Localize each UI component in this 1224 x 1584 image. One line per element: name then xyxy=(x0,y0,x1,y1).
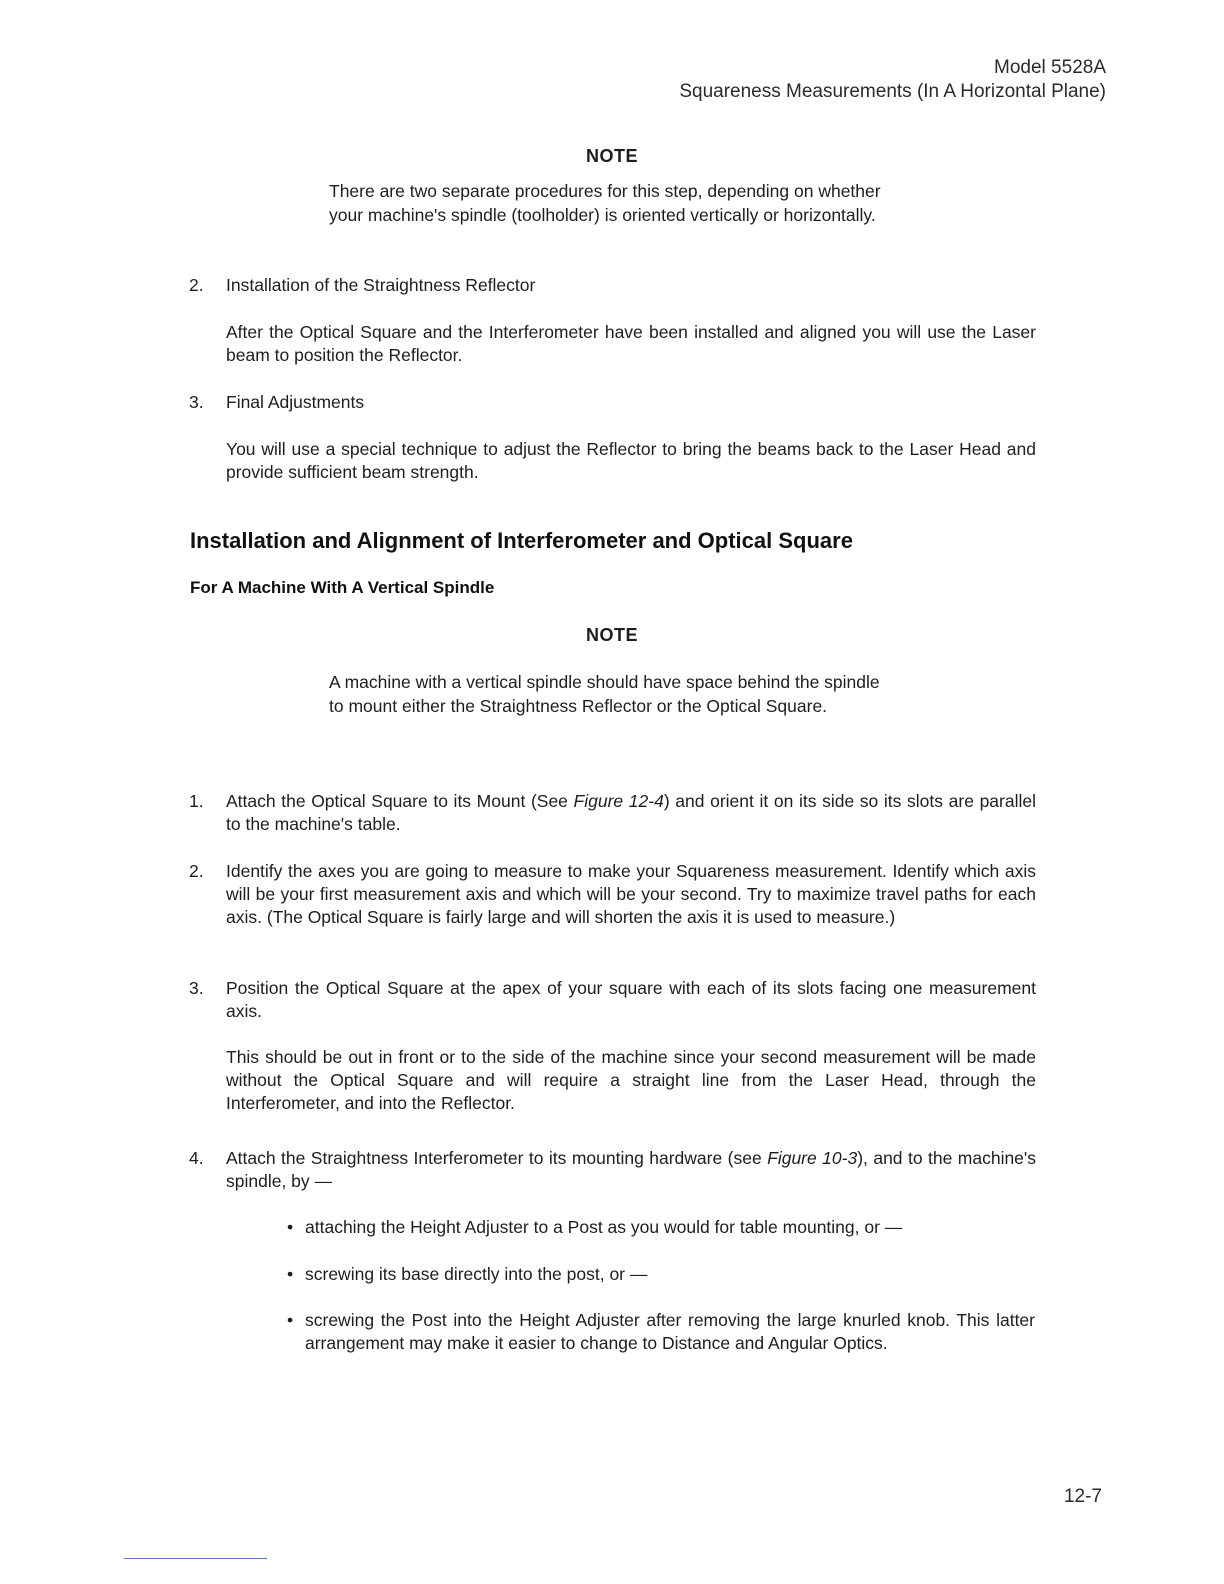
figure-reference: Figure 12-4 xyxy=(573,791,664,811)
step-number: 3. xyxy=(189,392,204,412)
bullet-icon: • xyxy=(287,1217,294,1237)
note-text: There are two separate procedures for this step, depending on whether your machine's spindle (toolholder) is oriented vertically or horizontally. xyxy=(329,181,881,225)
bullet-icon: • xyxy=(287,1264,294,1284)
step-text: You will use a special technique to adjust the Reflector to bring the beams back to the Laser Head and provide sufficient beam strength. xyxy=(226,439,1036,482)
step-text: Position the Optical Square at the apex of your square with each of its slots facing one measurement axis. xyxy=(226,978,1036,1021)
header-section-title: Squareness Measurements (In A Horizontal Plane) xyxy=(679,81,1106,102)
bullet-item: screwing the Post into the Height Adjuster after removing the large knurled knob. This latter arrangement may make it easier to change to Distance and Angular Optics. xyxy=(305,1310,1035,1353)
footer-rule xyxy=(124,1558,267,1559)
note-title: NOTE xyxy=(585,625,638,645)
note-text: A machine with a vertical spindle should have space behind the spindle to mount either the Straightness Reflector or the Optical Square. xyxy=(329,672,880,716)
bullet-item: screwing its base directly into the post, or — xyxy=(305,1264,648,1284)
page-number: 12-7 xyxy=(1063,1486,1102,1507)
step-number: 2. xyxy=(189,861,204,881)
step-text: Identify the axes you are going to measure to make your Squareness measurement. Identify which axis will be your first measurement axis and which will be your second. Try to maximize travel paths for each axis. (The Optical Square is fairly large and will shorten the axis it is used to measure.) xyxy=(226,861,1036,927)
step-text-continued: This should be out in front or to the side of the machine since your second measurement will be made without the Optical Square and will require a straight line from the Laser Head, through the Interferometer, and into the Reflector. xyxy=(226,1047,1036,1113)
step-number: 4. xyxy=(189,1148,204,1168)
note-title: NOTE xyxy=(585,146,638,166)
header-model: Model 5528A xyxy=(994,57,1106,78)
section-heading: Installation and Alignment of Interferometer and Optical Square xyxy=(190,528,853,553)
step-title: Final Adjustments xyxy=(226,392,365,412)
step-text: Attach the Straightness Interferometer to its mounting hardware (see Figure 10-3), and to the machine's spindle, by — xyxy=(226,1148,1037,1191)
section-subheading: For A Machine With A Vertical Spindle xyxy=(190,578,495,597)
bullet-icon: • xyxy=(287,1310,294,1330)
step-title: Installation of the Straightness Reflector xyxy=(226,275,536,295)
step-text: Attach the Optical Square to its Mount (See Figure 12-4) and orient it on its side so its slots are parallel to the machine's table. xyxy=(226,791,1036,834)
figure-reference: Figure 10-3 xyxy=(767,1148,858,1168)
step-text: After the Optical Square and the Interferometer have been installed and aligned you will use the Laser beam to position the Reflector. xyxy=(226,322,1036,365)
step-number: 3. xyxy=(189,978,204,998)
bullet-item: attaching the Height Adjuster to a Post as you would for table mounting, or — xyxy=(305,1217,903,1237)
step-number: 1. xyxy=(189,791,204,811)
step-number: 2. xyxy=(189,275,204,295)
